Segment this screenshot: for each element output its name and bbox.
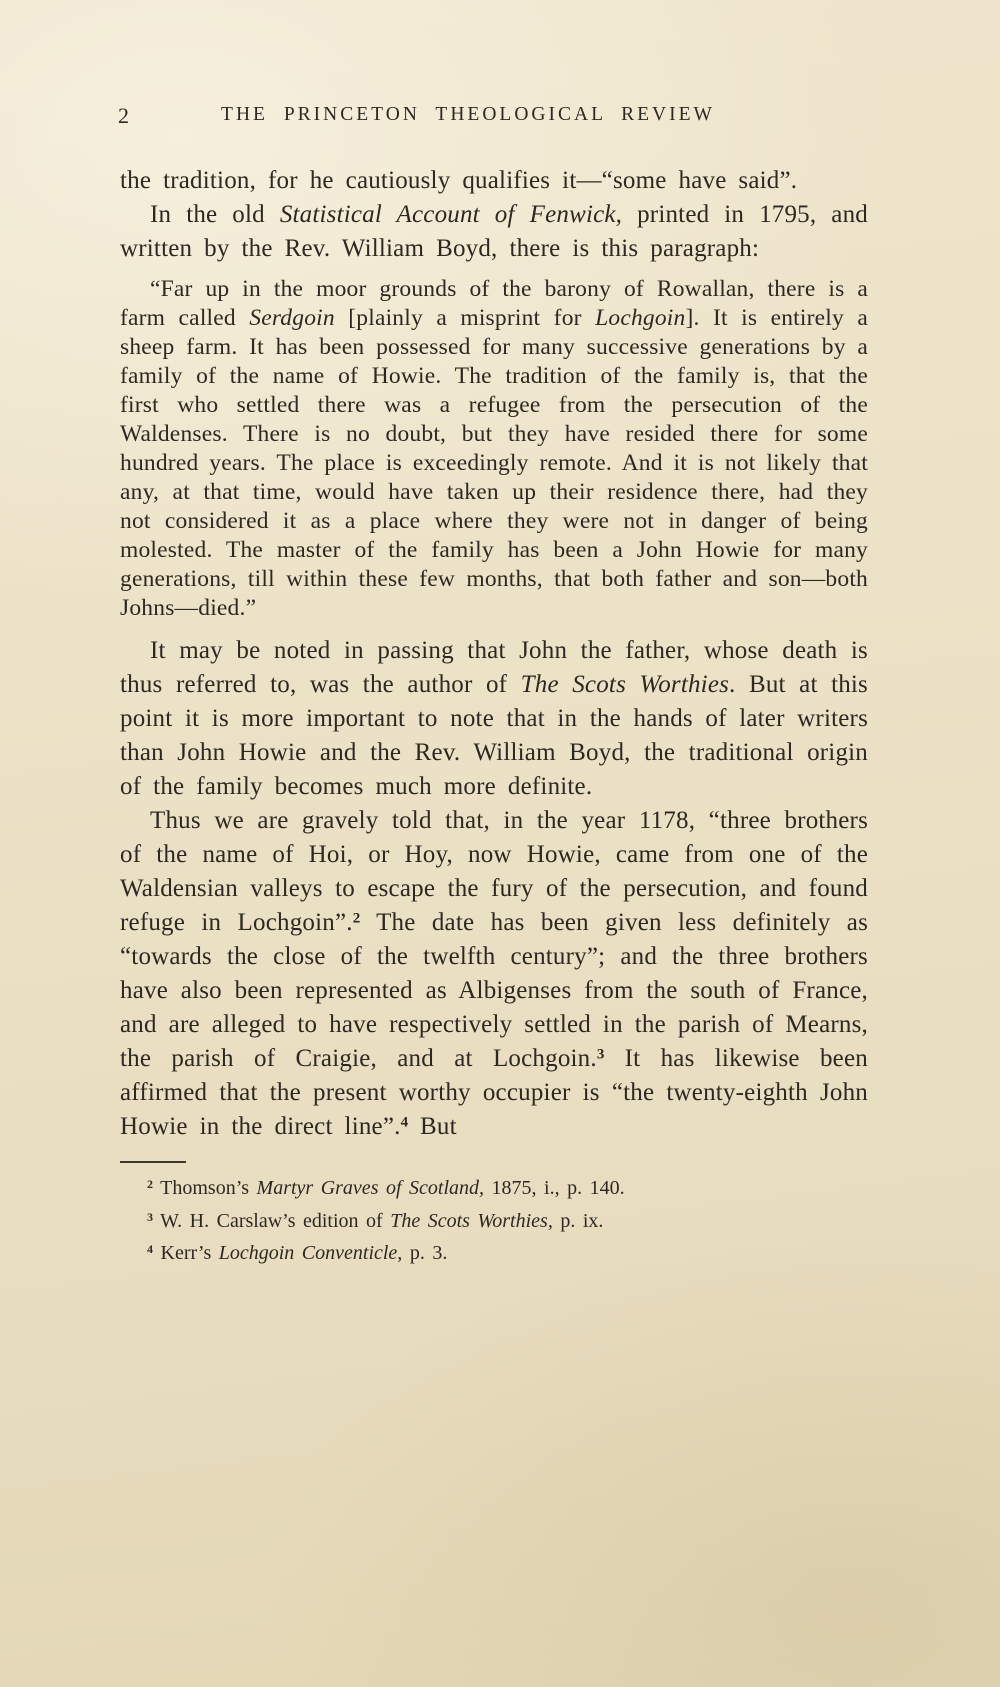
footnote-divider — [120, 1161, 186, 1163]
footnote-ref: 4 — [147, 1242, 153, 1256]
italic-text: The Scots Worthies, — [390, 1209, 553, 1232]
text-run: But — [408, 1113, 457, 1140]
article-body — [120, 164, 868, 1144]
italic-text: The Scots Worthies — [520, 671, 730, 698]
page-number: 2 — [118, 103, 130, 128]
paragraph — [120, 275, 868, 623]
footnote-ref: 2 — [147, 1177, 153, 1191]
footnote-ref: 3 — [147, 1209, 153, 1224]
text-run: ]. It is entirely a sheep farm. It has been possessed for many successive generations by a family of the name of Howie. The tradition of the family is, that the first who settled there was a refugee from the persecution of the Waldenses. There is no doubt, but they have resided there for some hundred years. The place is exceedingly remote. And it is not likely that any, at that time, would have taken up their residence there, had they not considered it as a place where they were not in danger of being molested. The master of the family has been a John Howie for many generations, till within these few months, that both father and son—both Johns—died.” — [120, 305, 868, 621]
footnote-ref: 3 — [596, 1046, 605, 1063]
running-header — [120, 100, 868, 130]
text-run: p. 3. — [402, 1242, 448, 1264]
text-run: . But at this point it is more important to note that in the hands of later writers than John Howie and the Rev. William Boyd, the traditional origin of the family becomes much more definite. — [120, 671, 868, 800]
paragraph — [120, 634, 868, 804]
footnote-ref: 2 — [352, 910, 361, 927]
footnote-ref: 4 — [400, 1114, 409, 1131]
text-run: printed in 1795, and written by the Rev. William Boyd, there is this paragraph: — [120, 201, 868, 262]
italic-text: Statistical Account of Fenwick, — [279, 201, 623, 228]
text-run: It has likewise been affirmed that the present worthy occupier is “the twenty-eighth John Howie in the direct line”. — [120, 1045, 868, 1140]
footnote — [120, 1237, 868, 1270]
text-run: the tradition, for he cautiously qualifies it—“some have said”. — [120, 167, 798, 194]
paragraph — [120, 804, 868, 1144]
footnote — [120, 1205, 868, 1238]
text-run: 1875, i., p. 140. — [484, 1177, 625, 1199]
italic-text: Martyr Graves of Scotland, — [256, 1177, 485, 1199]
footnote — [120, 1172, 868, 1205]
paragraph — [120, 164, 868, 198]
text-run: [plainly a misprint for — [334, 305, 596, 331]
text-run: Thus we are gravely told that, in the year 1178, “three brothers of the name of Hoi, or Hoy, now Howie, came from one of the Waldensian valleys to escape the fury of the persecution, and found refuge in Lochgoin”. — [120, 807, 868, 936]
text-run: The date has been given less definitely as “towards the close of the twelfth century”; and the three brothers have also been represented as Albigenses from the south of France, and are alleged to have respectively settled in the parish of Mearns, the parish of Craigie, and at Lochgoin. — [120, 909, 869, 1072]
text-run: In the old — [150, 201, 280, 228]
italic-text: Lochgoin Conventicle, — [218, 1242, 403, 1264]
paragraph — [120, 198, 868, 266]
running-head-title: THE PRINCETON THEOLOGICAL REVIEW — [221, 104, 715, 125]
italic-text: Lochgoin — [595, 305, 686, 331]
footnotes — [120, 1172, 868, 1270]
italic-text: Serdgoin — [249, 305, 335, 331]
text-run: p. ix. — [552, 1209, 604, 1232]
text-run: Thomson’s — [153, 1177, 257, 1199]
text-run: Kerr’s — [153, 1242, 219, 1264]
text-run: “Far up in the moor grounds of the barony of Rowallan, there is a farm called — [120, 276, 868, 331]
text-run: It may be noted in passing that John the father, whose death is thus referred to, was the author of — [120, 637, 868, 698]
text-run: W. H. Carslaw’s edition of — [153, 1209, 391, 1232]
